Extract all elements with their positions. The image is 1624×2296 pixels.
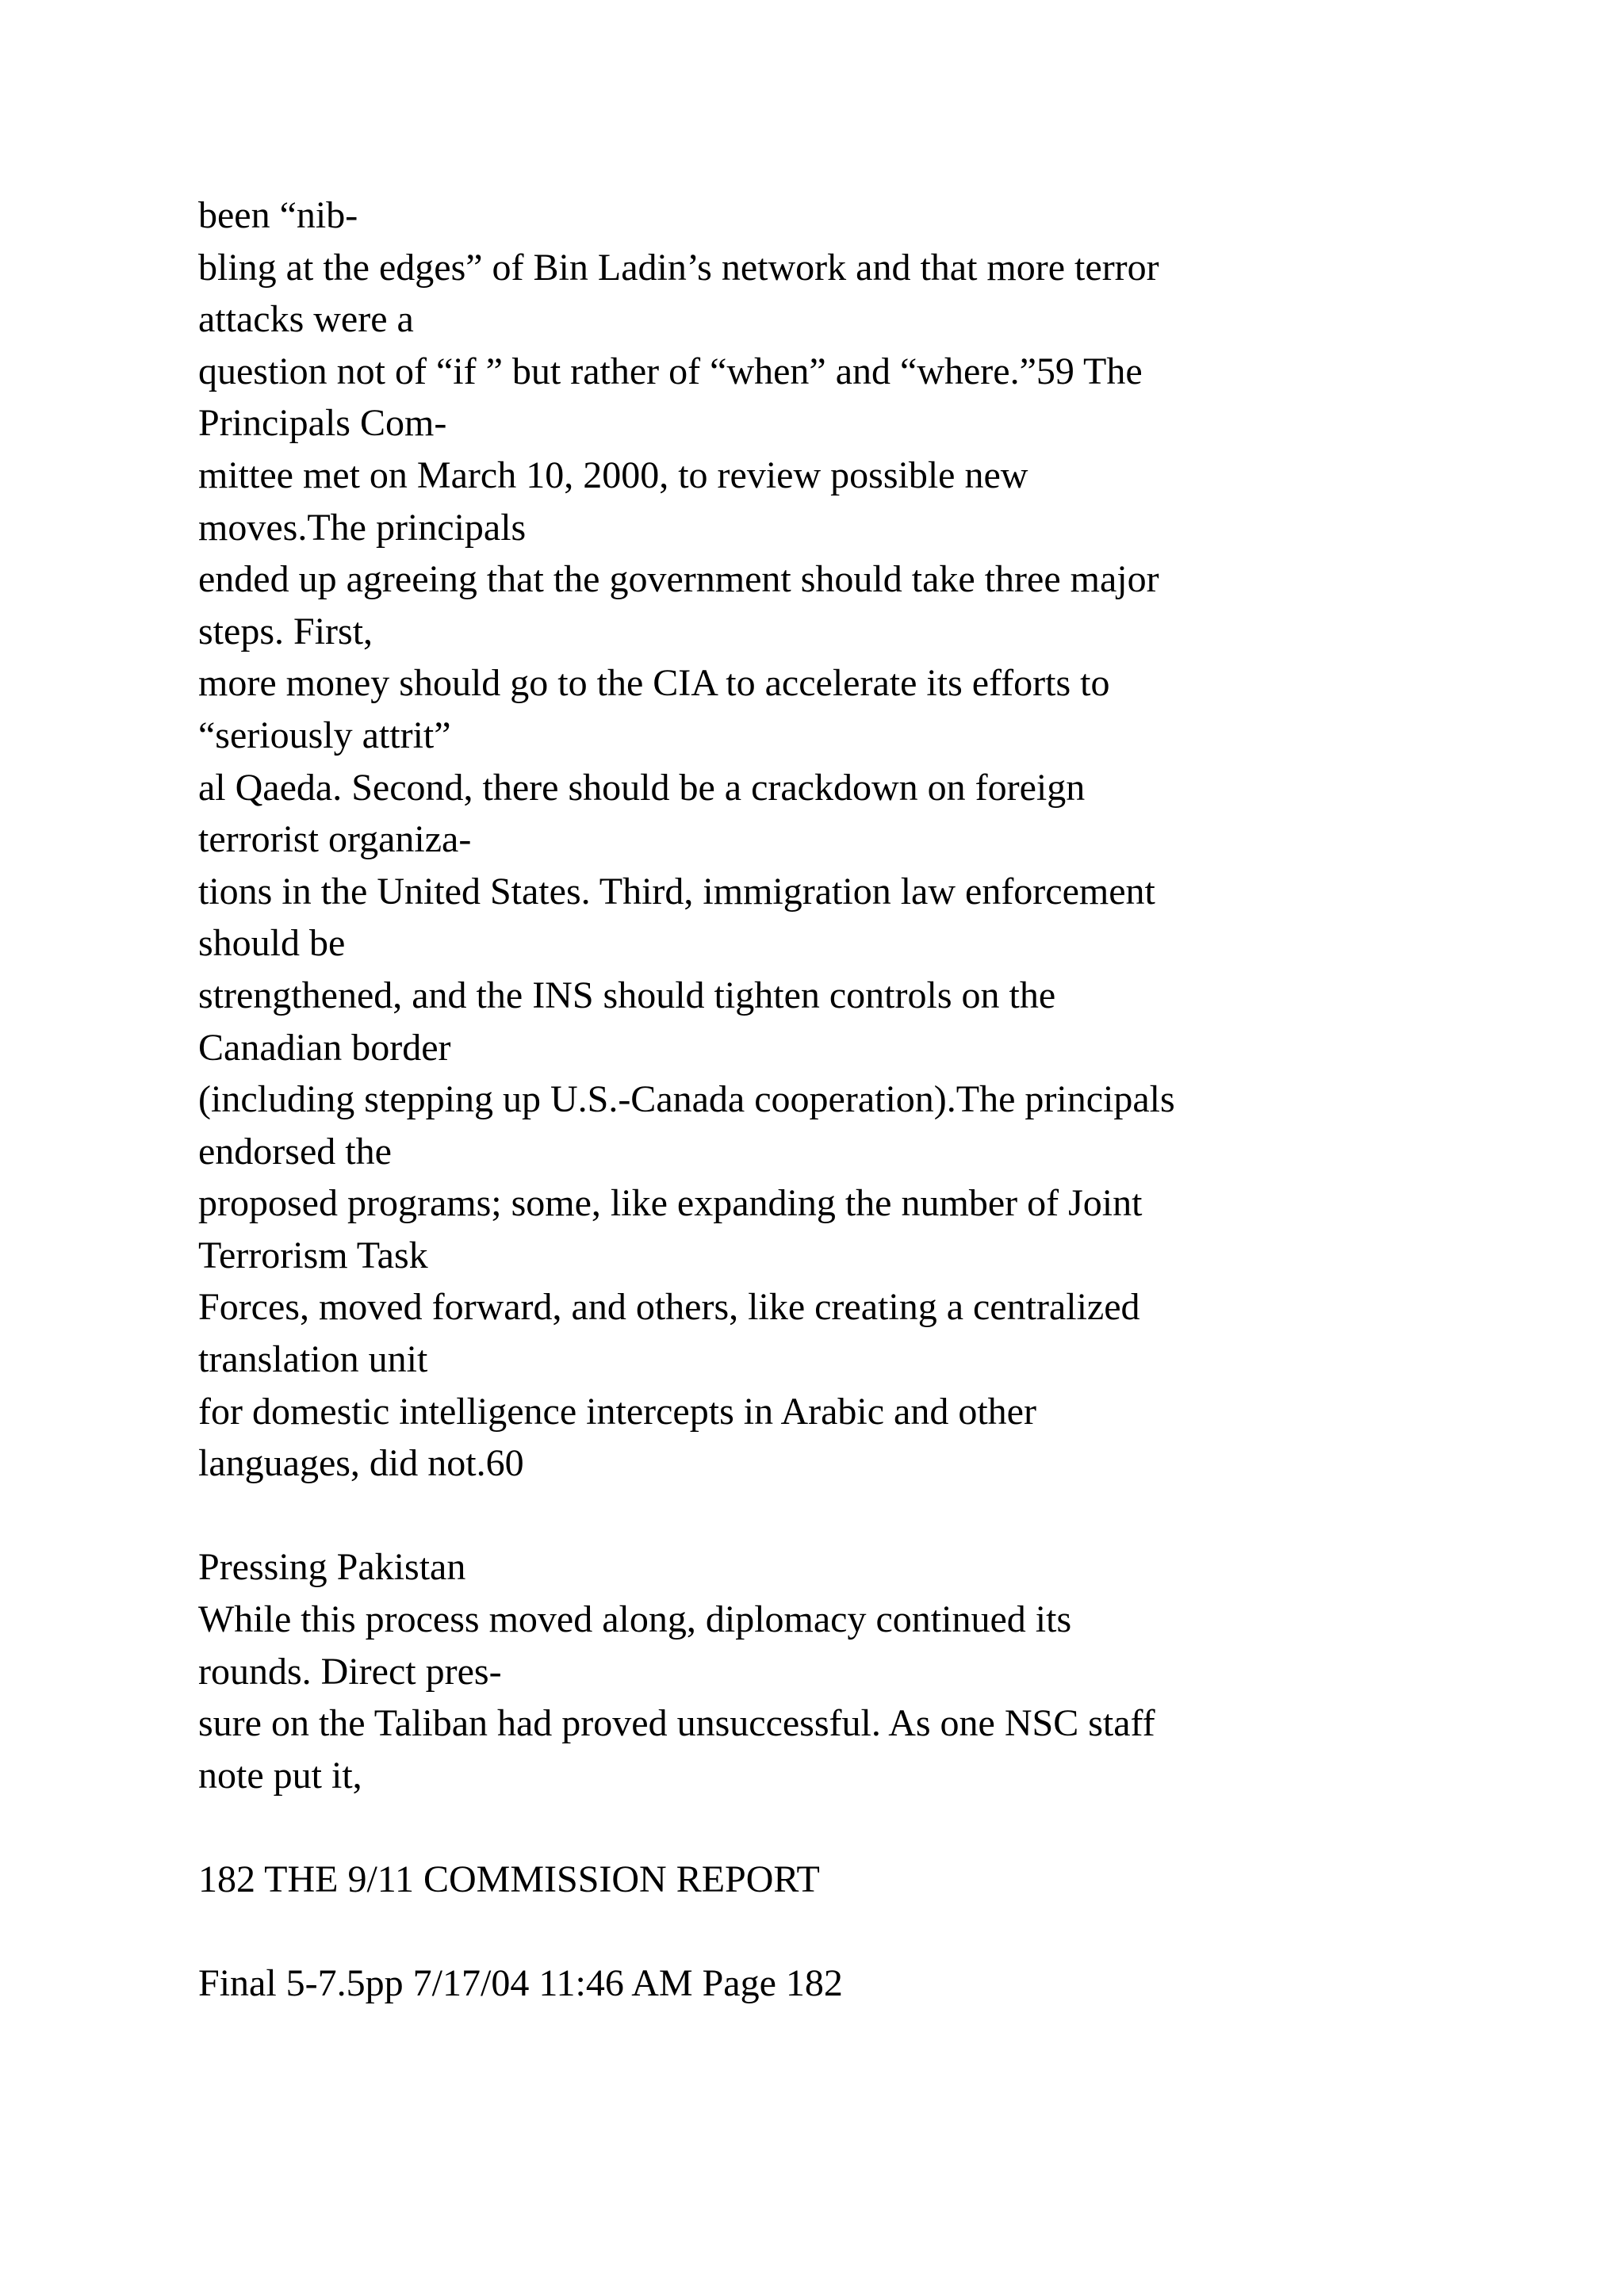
body-line: (including stepping up U.S.-Canada cooperation).The principals	[198, 1078, 1175, 1121]
footer-title: 182 THE 9/11 COMMISSION REPORT	[198, 1858, 820, 1900]
section-line: sure on the Taliban had proved unsuccessful. As one NSC staff	[198, 1702, 1155, 1745]
body-line: Forces, moved forward, and others, like creating a centralized	[198, 1286, 1140, 1329]
section-line: While this process moved along, diplomacy continued its	[198, 1598, 1072, 1641]
paragraph-gap	[198, 1801, 1507, 1854]
body-line: endorsed the	[198, 1130, 392, 1173]
body-line: “seriously attrit”	[198, 714, 451, 756]
body-line: question not of “if ” but rather of “when” and “where.”59 The	[198, 350, 1143, 392]
body-line: al Qaeda. Second, there should be a crackdown on foreign	[198, 766, 1086, 809]
document-page	[198, 189, 1507, 2010]
print-info: Final 5-7.5pp 7/17/04 11:46 AM Page 182	[198, 1962, 843, 2005]
body-line: Principals Com-	[198, 402, 447, 445]
body-line: attacks were a	[198, 298, 414, 341]
body-line: steps. First,	[198, 610, 373, 652]
section-line: rounds. Direct pres-	[198, 1650, 502, 1693]
body-line: for domestic intelligence intercepts in Arabic and other	[198, 1390, 1036, 1433]
body-line: ended up agreeing that the government should take three major	[198, 558, 1159, 601]
paragraph-gap	[198, 1906, 1507, 1958]
body-line: Terrorism Task	[198, 1234, 428, 1276]
paragraph-gap	[198, 1490, 1507, 1542]
body-line: more money should go to the CIA to accelerate its efforts to	[198, 662, 1110, 705]
body-line: translation unit	[198, 1338, 428, 1381]
body-line: proposed programs; some, like expanding the number of Joint	[198, 1182, 1143, 1225]
body-line: been “nib-	[198, 194, 358, 236]
body-line: terrorist organiza-	[198, 818, 472, 861]
section-text	[198, 1594, 1507, 1801]
body-text	[198, 189, 1507, 1490]
body-line: bling at the edges” of Bin Ladin’s network and that more terror	[198, 246, 1159, 289]
body-line: languages, did not.60	[198, 1442, 524, 1485]
body-line: tions in the United States. Third, immigration law enforcement	[198, 870, 1155, 913]
body-line: Canadian border	[198, 1026, 451, 1069]
body-line: should be	[198, 922, 346, 965]
section-line: note put it,	[198, 1754, 362, 1797]
section-heading: Pressing Pakistan	[198, 1546, 466, 1589]
body-line: mittee met on March 10, 2000, to review possible new	[198, 453, 1028, 496]
body-line: strengthened, and the INS should tighten controls on the	[198, 974, 1056, 1016]
body-line: moves.The principals	[198, 506, 527, 549]
